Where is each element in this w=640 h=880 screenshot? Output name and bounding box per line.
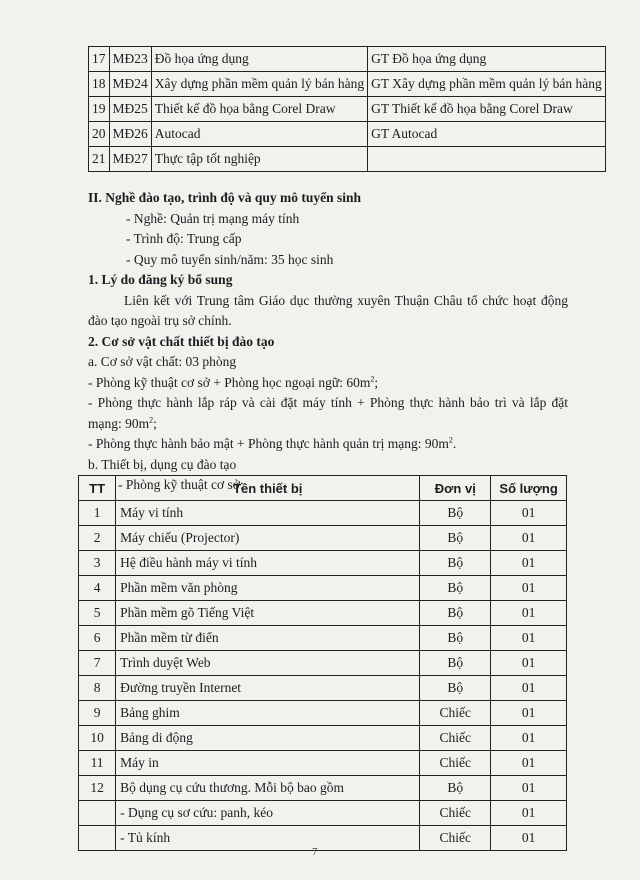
equipment-number: 5 bbox=[79, 601, 116, 626]
equipment-quantity: 01 bbox=[491, 651, 567, 676]
equipment-table-header-row bbox=[79, 476, 567, 501]
equipment-quantity: 01 bbox=[491, 501, 567, 526]
table-row bbox=[79, 501, 567, 526]
equipment-number: 6 bbox=[79, 626, 116, 651]
equipment-number: 3 bbox=[79, 551, 116, 576]
equipment-name: - Dụng cụ sơ cứu: panh, kéo bbox=[116, 801, 420, 826]
room-line-3-text: - Phòng thực hành bảo mật + Phòng thực hành quản trị mạng: 90m bbox=[88, 436, 449, 451]
equipment-number: 10 bbox=[79, 726, 116, 751]
module-name: Thiết kế đồ họa bằng Corel Draw bbox=[151, 97, 367, 122]
equipment-unit: Bộ bbox=[420, 501, 491, 526]
reason-paragraph: Liên kết với Trung tâm Giáo dục thường xuyên Thuận Châu tổ chức hoạt động đào tạo ngoài trụ sở chính. bbox=[88, 292, 568, 328]
header-qty: Số lượng bbox=[491, 476, 567, 501]
equipment-table bbox=[78, 475, 567, 851]
equipment-unit: Bộ bbox=[420, 651, 491, 676]
equipment-number bbox=[79, 801, 116, 826]
table-row bbox=[79, 701, 567, 726]
equipment-quantity: 01 bbox=[491, 626, 567, 651]
table-row bbox=[89, 147, 606, 172]
equipment-name: Máy in bbox=[116, 751, 420, 776]
equipment-quantity: 01 bbox=[491, 676, 567, 701]
equipment-number: 4 bbox=[79, 576, 116, 601]
equipment-quantity: 01 bbox=[491, 801, 567, 826]
training-program-table-body bbox=[89, 47, 606, 172]
equipment-name: Bảng di động bbox=[116, 726, 420, 751]
room-label: - Phòng kỹ thuật cơ sở: bbox=[118, 477, 244, 492]
table-row bbox=[79, 626, 567, 651]
row-number: 17 bbox=[89, 47, 110, 72]
module-name: Autocad bbox=[151, 122, 367, 147]
equipment-unit: Bộ bbox=[420, 776, 491, 801]
equipment-name: Đường truyền Internet bbox=[116, 676, 420, 701]
occupation-line: - Nghề: Quản trị mạng máy tính bbox=[126, 210, 300, 226]
module-name: Thực tập tốt nghiệp bbox=[151, 147, 367, 172]
room-line-2 bbox=[88, 393, 568, 434]
table-row bbox=[89, 72, 606, 97]
room-line-3-sup: 2 bbox=[448, 435, 453, 445]
equipment-number: 7 bbox=[79, 651, 116, 676]
level-line: - Trình độ: Trung cấp bbox=[126, 231, 242, 246]
room-line-1 bbox=[88, 373, 568, 394]
equipment-name: Phần mềm từ điển bbox=[116, 626, 420, 651]
table-row bbox=[79, 676, 567, 701]
room-line-2-tail: ; bbox=[153, 415, 157, 431]
textbook-name: GT Thiết kế đồ họa bằng Corel Draw bbox=[368, 97, 606, 122]
room-line-2-text: - Phòng thực hành lắp ráp và cài đặt máy tính + Phòng thực hành bảo trì và lắp đặt mạng: 90m bbox=[88, 395, 568, 431]
module-name: Xây dựng phần mềm quản lý bán hàng bbox=[151, 72, 367, 97]
equipment-quantity: 01 bbox=[491, 751, 567, 776]
textbook-name: GT Đồ họa ứng dụng bbox=[368, 47, 606, 72]
table-row bbox=[89, 122, 606, 147]
equipment-name: Hệ điều hành máy vi tính bbox=[116, 551, 420, 576]
table-row bbox=[79, 801, 567, 826]
equipment-name: Phần mềm văn phòng bbox=[116, 576, 420, 601]
equipment-quantity: 01 bbox=[491, 826, 567, 851]
equipment-unit: Bộ bbox=[420, 526, 491, 551]
header-unit: Đơn vị bbox=[420, 476, 491, 501]
table-row bbox=[89, 97, 606, 122]
room-line-2-sup: 2 bbox=[149, 415, 154, 424]
textbook-name: GT Autocad bbox=[368, 122, 606, 147]
row-number: 21 bbox=[89, 147, 110, 172]
textbook-name bbox=[368, 147, 606, 172]
enrollment-line: - Quy mô tuyển sinh/năm: 35 học sinh bbox=[126, 251, 334, 267]
equipment-unit: Chiếc bbox=[420, 726, 491, 751]
row-number: 20 bbox=[89, 122, 110, 147]
equipment-number: 12 bbox=[79, 776, 116, 801]
table-row bbox=[79, 651, 567, 676]
equipment-quantity: 01 bbox=[491, 726, 567, 751]
equipment-name: Máy vi tính bbox=[116, 501, 420, 526]
reason-heading: 1. Lý do đăng ký bổ sung bbox=[88, 272, 233, 287]
row-number: 19 bbox=[89, 97, 110, 122]
header-no: TT bbox=[79, 476, 116, 501]
equipment-quantity: 01 bbox=[491, 601, 567, 626]
table-row bbox=[79, 751, 567, 776]
equipment-table-head bbox=[79, 476, 567, 501]
equipment-number bbox=[79, 826, 116, 851]
equipment-quantity: 01 bbox=[491, 776, 567, 801]
equipment-unit: Bộ bbox=[420, 626, 491, 651]
equipment-quantity: 01 bbox=[491, 526, 567, 551]
equipment-unit: Chiếc bbox=[420, 751, 491, 776]
equipment-quantity: 01 bbox=[491, 551, 567, 576]
equipment-name: Bộ dụng cụ cứu thương. Mỗi bộ bao gồm bbox=[116, 776, 420, 801]
equipment-unit: Bộ bbox=[420, 576, 491, 601]
equipment-name: Trình duyệt Web bbox=[116, 651, 420, 676]
equipment-name: Phần mềm gõ Tiếng Việt bbox=[116, 601, 420, 626]
equipment-number: 8 bbox=[79, 676, 116, 701]
table-row bbox=[79, 776, 567, 801]
table-row bbox=[79, 576, 567, 601]
room-line-1-text: - Phòng kỹ thuật cơ sở + Phòng học ngoại ngữ: 60m bbox=[88, 374, 371, 390]
module-name: Đồ họa ứng dụng bbox=[151, 47, 367, 72]
training-program-table bbox=[88, 46, 606, 172]
equipment-unit: Chiếc bbox=[420, 826, 491, 851]
module-code: MĐ24 bbox=[109, 72, 151, 97]
document-body bbox=[88, 188, 568, 496]
module-code: MĐ25 bbox=[109, 97, 151, 122]
equipment-unit: Chiếc bbox=[420, 701, 491, 726]
room-line-1-sup: 2 bbox=[370, 374, 375, 383]
equipment-unit: Chiếc bbox=[420, 801, 491, 826]
table-row bbox=[79, 726, 567, 751]
table-row bbox=[79, 826, 567, 851]
equipment-name: Bảng ghim bbox=[116, 701, 420, 726]
table-row bbox=[89, 47, 606, 72]
equipment-unit: Bộ bbox=[420, 551, 491, 576]
room-line-3-tail: . bbox=[452, 436, 457, 451]
row-number: 18 bbox=[89, 72, 110, 97]
module-code: MĐ27 bbox=[109, 147, 151, 172]
section-ii-heading: II. Nghề đào tạo, trình độ và quy mô tuyển sinh bbox=[88, 190, 362, 205]
facilities-sub-a: a. Cơ sở vật chất: 03 phòng bbox=[88, 354, 237, 369]
textbook-name: GT Xây dựng phần mềm quản lý bán hàng bbox=[368, 72, 606, 97]
table-row bbox=[79, 601, 567, 626]
table-row bbox=[79, 551, 567, 576]
equipment-quantity: 01 bbox=[491, 576, 567, 601]
equipment-quantity: 01 bbox=[491, 701, 567, 726]
table-row bbox=[79, 526, 567, 551]
page-number: 7 bbox=[312, 846, 318, 858]
equipment-name: - Tủ kính bbox=[116, 826, 420, 851]
room-line-3 bbox=[88, 434, 568, 455]
equipment-unit: Bộ bbox=[420, 676, 491, 701]
facilities-sub-b: b. Thiết bị, dụng cụ đào tạo bbox=[88, 456, 237, 472]
equipment-number: 11 bbox=[79, 751, 116, 776]
module-code: MĐ26 bbox=[109, 122, 151, 147]
room-line-1-tail: ; bbox=[374, 374, 379, 390]
equipment-number: 2 bbox=[79, 526, 116, 551]
equipment-table-body bbox=[79, 501, 567, 851]
module-code: MĐ23 bbox=[109, 47, 151, 72]
equipment-name: Máy chiếu (Projector) bbox=[116, 526, 420, 551]
equipment-number: 1 bbox=[79, 501, 116, 526]
facilities-heading: 2. Cơ sở vật chất thiết bị đào tạo bbox=[88, 333, 275, 349]
equipment-unit: Bộ bbox=[420, 601, 491, 626]
equipment-number: 9 bbox=[79, 701, 116, 726]
header-name: Tên thiết bị bbox=[116, 476, 420, 501]
